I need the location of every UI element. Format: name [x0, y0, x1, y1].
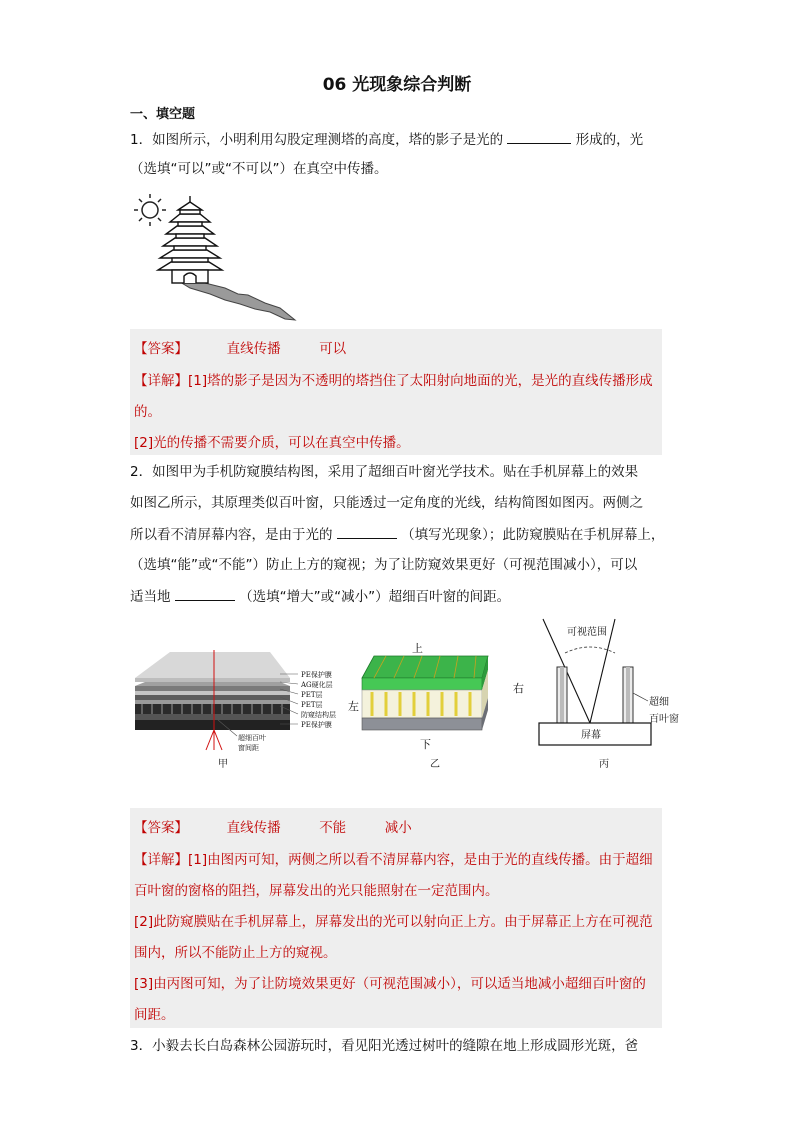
label-left: 左: [348, 700, 359, 713]
detail-tag: 【详解】: [134, 852, 188, 868]
caption-jia: 甲: [218, 759, 228, 770]
q1-line1: [130, 129, 643, 150]
q1-detail-1: [134, 369, 653, 389]
answer-2: 不能: [319, 820, 347, 836]
caption-yi: 乙: [430, 759, 440, 770]
sun-icon: [134, 194, 166, 226]
layer-label-6: PE保护膜: [301, 721, 332, 729]
q3-line1: 3．小毅去长白岛森林公园游玩时，看见阳光透过树叶的缝隙在地上形成圆形光斑，爸: [130, 1038, 639, 1054]
figure-yi: [340, 640, 530, 775]
layer-label-4: PET层: [301, 701, 323, 709]
layer-label-3: PET层: [301, 691, 323, 699]
shadow-shape: [180, 282, 295, 320]
label-louver: 百叶窗: [649, 714, 679, 725]
q2-detail-1: [134, 848, 653, 868]
answer-blank[interactable]: [337, 524, 397, 539]
q2-answer-line: [134, 816, 412, 836]
q2-detail-3: [3]由丙图可知，为了让防境效果更好（可视范围减小），可以适当地减小超细百叶窗的: [134, 976, 646, 992]
q2-line2: 如图乙所示，其原理类似百叶窗，只能透过一定角度的光线，结构简图如图丙。两侧之: [130, 495, 643, 511]
layer-stack: [135, 652, 290, 730]
tower-shape: [158, 196, 222, 283]
answer-2: 可以: [319, 341, 347, 357]
q1-answer-line: [134, 337, 346, 357]
q2-line5-pre: 适当地: [130, 589, 171, 605]
film-block: [362, 656, 488, 730]
tower-figure: [130, 190, 300, 325]
q2-detail-1b: 百叶窗的窗格的阻挡，屏幕发出的光只能照射在一定范围内。: [134, 883, 499, 899]
q2-line5: [130, 586, 510, 607]
answer-1: 直线传播: [226, 341, 281, 357]
label-right: 右: [513, 682, 524, 695]
detail-text: [1]由图丙可知，两侧之所以看不清屏幕内容，是由于光的直线传播。由于超细: [188, 852, 653, 868]
q2-line3-post: （填写光现象）；此防窥膜贴在手机屏幕上，: [401, 527, 665, 543]
q2-line3: [130, 524, 664, 545]
answer-blank[interactable]: [507, 129, 571, 144]
q2-line4: （选填“能”或“不能”）防止上方的窥视；为了让防窥效果更好（可视范围减小），可以: [130, 557, 638, 573]
louver-left: [557, 667, 567, 723]
label-screen: 屏幕: [581, 730, 601, 741]
label-bottom: 下: [420, 738, 431, 751]
layer-label-2: AG硬化层: [301, 681, 333, 689]
answer-3: 减小: [384, 820, 412, 836]
label-top: 上: [412, 642, 423, 655]
caption-bing: 丙: [599, 759, 609, 770]
answer-tag: 【答案】: [134, 820, 188, 836]
section-heading: 一、填空题: [130, 107, 196, 122]
q2-detail-2b: 围内，所以不能防止上方的窥视。: [134, 945, 337, 961]
detail-text: [1]塔的影子是因为不透明的塔挡住了太阳射向地面的光，是光的直线传播形成: [188, 373, 653, 389]
spacing-note-1: 超细百叶: [238, 734, 266, 742]
page-title: 06 光现象综合判断: [322, 75, 472, 95]
q2-line5-post: （选填“增大”或“减小”）超细百叶窗的间距。: [239, 589, 511, 605]
answer-blank[interactable]: [175, 586, 235, 601]
louver-right: [623, 667, 633, 723]
spacing-note-2: 窗间距: [238, 744, 259, 752]
q1-line2: （选填“可以”或“不可以”）在真空中传播。: [130, 161, 388, 177]
q2-detail-3b: 间距。: [134, 1007, 175, 1023]
figure-bing: [535, 615, 705, 775]
label-visible-range: 可视范围: [567, 627, 607, 638]
q2-line1: 2．如图甲为手机防窥膜结构图，采用了超细百叶窗光学技术。贴在手机屏幕上的效果: [130, 464, 639, 480]
figure-jia: [130, 640, 336, 775]
label-ultrathin: 超细: [649, 697, 669, 708]
q1-line1-post: 形成的，光: [575, 132, 644, 148]
q2-line3-pre: 所以看不清屏幕内容，是由于光的: [130, 527, 333, 543]
q1-detail-2: [2]光的传播不需要介质，可以在真空中传播。: [134, 435, 410, 451]
answer-1: 直线传播: [226, 820, 281, 836]
q1-detail-1b: 的。: [134, 404, 161, 420]
layer-label-1: PE保护膜: [301, 671, 332, 679]
answer-tag: 【答案】: [134, 341, 188, 357]
layer-label-5: 防窥结构层: [301, 711, 336, 719]
detail-tag: 【详解】: [134, 373, 188, 389]
q2-detail-2: [2]此防窥膜贴在手机屏幕上，屏幕发出的光可以射向正上方。由于屏幕正上方在可视范: [134, 914, 653, 930]
q1-line1-pre: 1．如图所示，小明利用勾股定理测塔的高度，塔的影子是光的: [130, 132, 504, 148]
